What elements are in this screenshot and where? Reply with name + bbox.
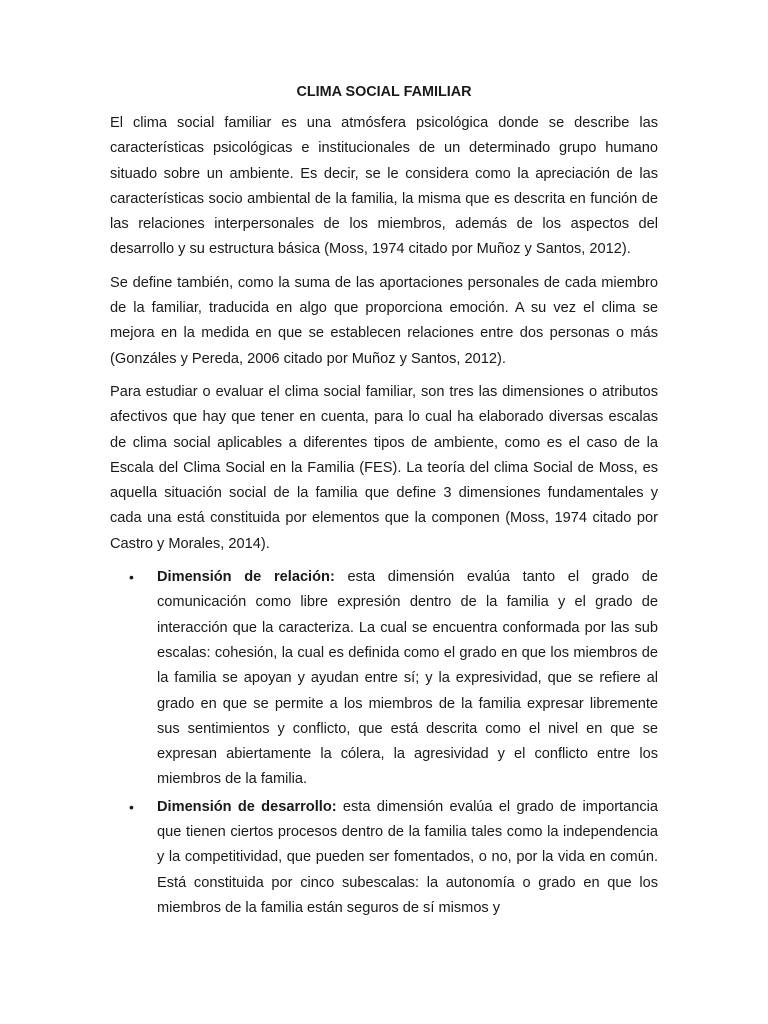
paragraph-1: El clima social familiar es una atmósfera psicológica donde se describe las características psicológicas e institucionales de un determinado grupo humano situado sobre un ambiente. Es decir, se le considera como la apreciación de las características socio ambiental de la familia, la misma que es descrita en función de las relaciones interpersonales de los miembros, además de los aspectos del desarrollo y su estructura básica (Moss, 1974 citado por Muñoz y Santos, 2012). — [110, 115, 658, 258]
dimension-term: Dimensión de relación: — [157, 569, 335, 586]
document-page — [110, 80, 658, 923]
bullet-icon: • — [129, 798, 134, 815]
document-title: CLIMA SOCIAL FAMILIAR — [296, 84, 472, 100]
bullet-icon: • — [129, 569, 134, 586]
dimensions-list — [110, 565, 658, 921]
list-item-dimension-desarrollo — [110, 795, 658, 921]
list-item-dimension-relacion — [110, 565, 658, 793]
dimension-text: esta dimensión evalúa el grado de importancia que tienen ciertos procesos dentro de la familia tales como la independencia y la competitividad, que pueden ser fomentados, o no, por la vida en común. Está constituida por cinco subescalas: la autonomía o grado en que los miembros de la familia están seguros de sí mismos y — [157, 798, 658, 916]
paragraph-3: Para estudiar o evaluar el clima social familiar, son tres las dimensiones o atributos afectivos que hay que tener en cuenta, para lo cual ha elaborado diversas escalas de clima social aplicables a diferentes tipos de ambiente, como es el caso de la Escala del Clima Social en la Familia (FES). La teoría del clima Social de Moss, es aquella situación social de la familia que define 3 dimensiones fundamentales y cada una está constituida por elementos que la componen (Moss, 1974 citado por Castro y Morales, 2014). — [110, 383, 658, 552]
dimension-term: Dimensión de desarrollo: — [157, 798, 337, 815]
dimension-text: esta dimensión evalúa tanto el grado de comunicación como libre expresión dentro de la familia y el grado de interacción que la caracteriza. La cual se encuentra conformada por las sub escalas: cohesión, la cual es definida como el grado en que los miembros de la familia se apoyan y ayudan entre sí; y la expresividad, que se refiere al grado en que se permite a los miembros de la familia expresar libremente sus sentimientos y conflicto, que está descrita como el nivel en que se expresan abiertamente la cólera, la agresividad y el conflicto entre los miembros de la familia. — [157, 569, 658, 788]
paragraph-2: Se define también, como la suma de las aportaciones personales de cada miembro de la familiar, traducida en algo que proporciona emoción. A su vez el clima se mejora en la medida en que se establecen relaciones entre dos personas o más (Gonzáles y Pereda, 2006 citado por Muñoz y Santos, 2012). — [110, 274, 658, 367]
